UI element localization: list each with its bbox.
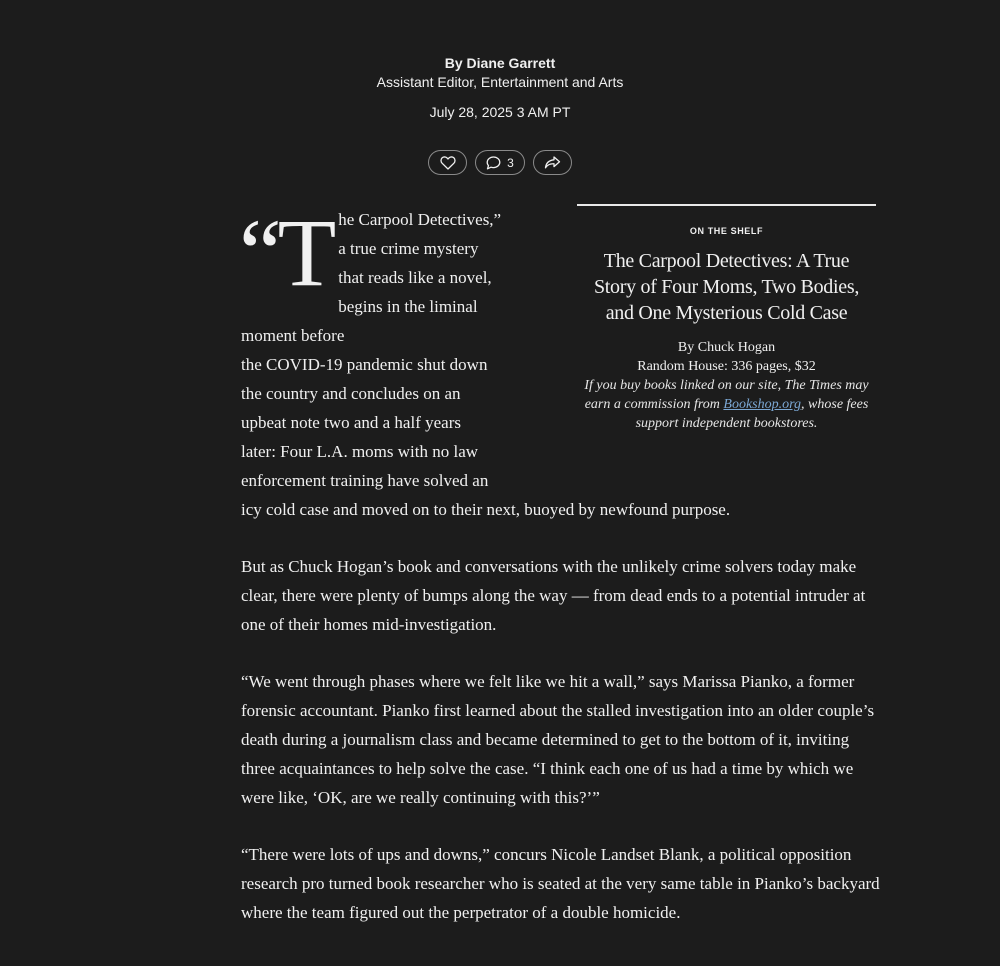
book-author: By Chuck Hogan [677, 340, 776, 355]
drop-cap: “T [239, 199, 333, 306]
author-title: Assistant Editor, Entertainment and Arts [376, 74, 624, 90]
author-name[interactable]: By Diane Garrett [444, 55, 556, 71]
paragraph-line: begins in the liminal moment before [241, 297, 478, 345]
like-button[interactable] [428, 150, 467, 175]
article-paragraph-2: But as Chuck Hogan’s book and conversations with the unlikely crime solvers today make clear, there were plenty of bumps along the way — from dead ends to a potential intruder at one of their homes mid-investigation. [241, 557, 866, 634]
publish-date: July 28, 2025 3 AM PT [429, 104, 571, 120]
shelf-label: ON THE SHELF [689, 226, 764, 236]
comments-button[interactable] [475, 150, 525, 175]
heart-icon [440, 156, 456, 170]
comment-icon [486, 156, 501, 170]
share-button[interactable] [533, 150, 572, 175]
paragraph-line: enforcement training have solved an [241, 471, 489, 490]
article-paragraph-3: “We went through phases where we felt like we hit a wall,” says Marissa Pianko, a former forensic accountant. Pianko first learned about the stalled investigation into an older couple’s death during a journalism class and became determined to get to the bottom of it, inviting three acquaintances to help solve the case. “I think each one of us had a time by which we were like, ‘OK, are we really continuing with this?’” [241, 672, 875, 807]
paragraph-line: later: Four L.A. moms with no law [241, 442, 479, 461]
byline [0, 55, 1000, 121]
paragraph-line: the COVID-19 pandemic shut down [241, 355, 488, 374]
affiliate-note-text-end: , whose fees support independent bookstores. [635, 397, 869, 431]
article-body [239, 199, 881, 955]
article-paragraph-4: “There were lots of ups and downs,” concurs Nicole Landset Blank, a political opposition research pro turned book researcher who is seated at the very same table in Pianko’s backyard where the team figured out the perpetrator of a double homicide. [241, 845, 880, 922]
book-title: The Carpool Detectives: A True Story of Four Moms, Two Bodies, and One Mysterious Cold Case [593, 250, 860, 324]
book-publisher-info: Random House: 336 pages, $32 [637, 359, 816, 374]
article-actions [0, 150, 1000, 175]
paragraph-line: upbeat note two and a half years [241, 413, 461, 432]
bookshop-link[interactable]: Bookshop.org [723, 397, 802, 412]
paragraph-line: that reads like a novel, [338, 268, 492, 287]
comment-count: 3 [507, 155, 514, 170]
article-paragraph-1 [239, 199, 881, 524]
share-icon [544, 156, 561, 169]
affiliate-note-text: If you buy books linked on our site, The Times may earn a commission from [584, 378, 869, 412]
paragraph-line: the country and concludes on an [241, 384, 461, 403]
paragraph-line: he Carpool Detectives,” [338, 210, 502, 229]
paragraph-line: icy cold case and moved on to their next, buoyed by newfound purpose. [241, 500, 731, 519]
paragraph-line: a true crime mystery [338, 239, 479, 258]
